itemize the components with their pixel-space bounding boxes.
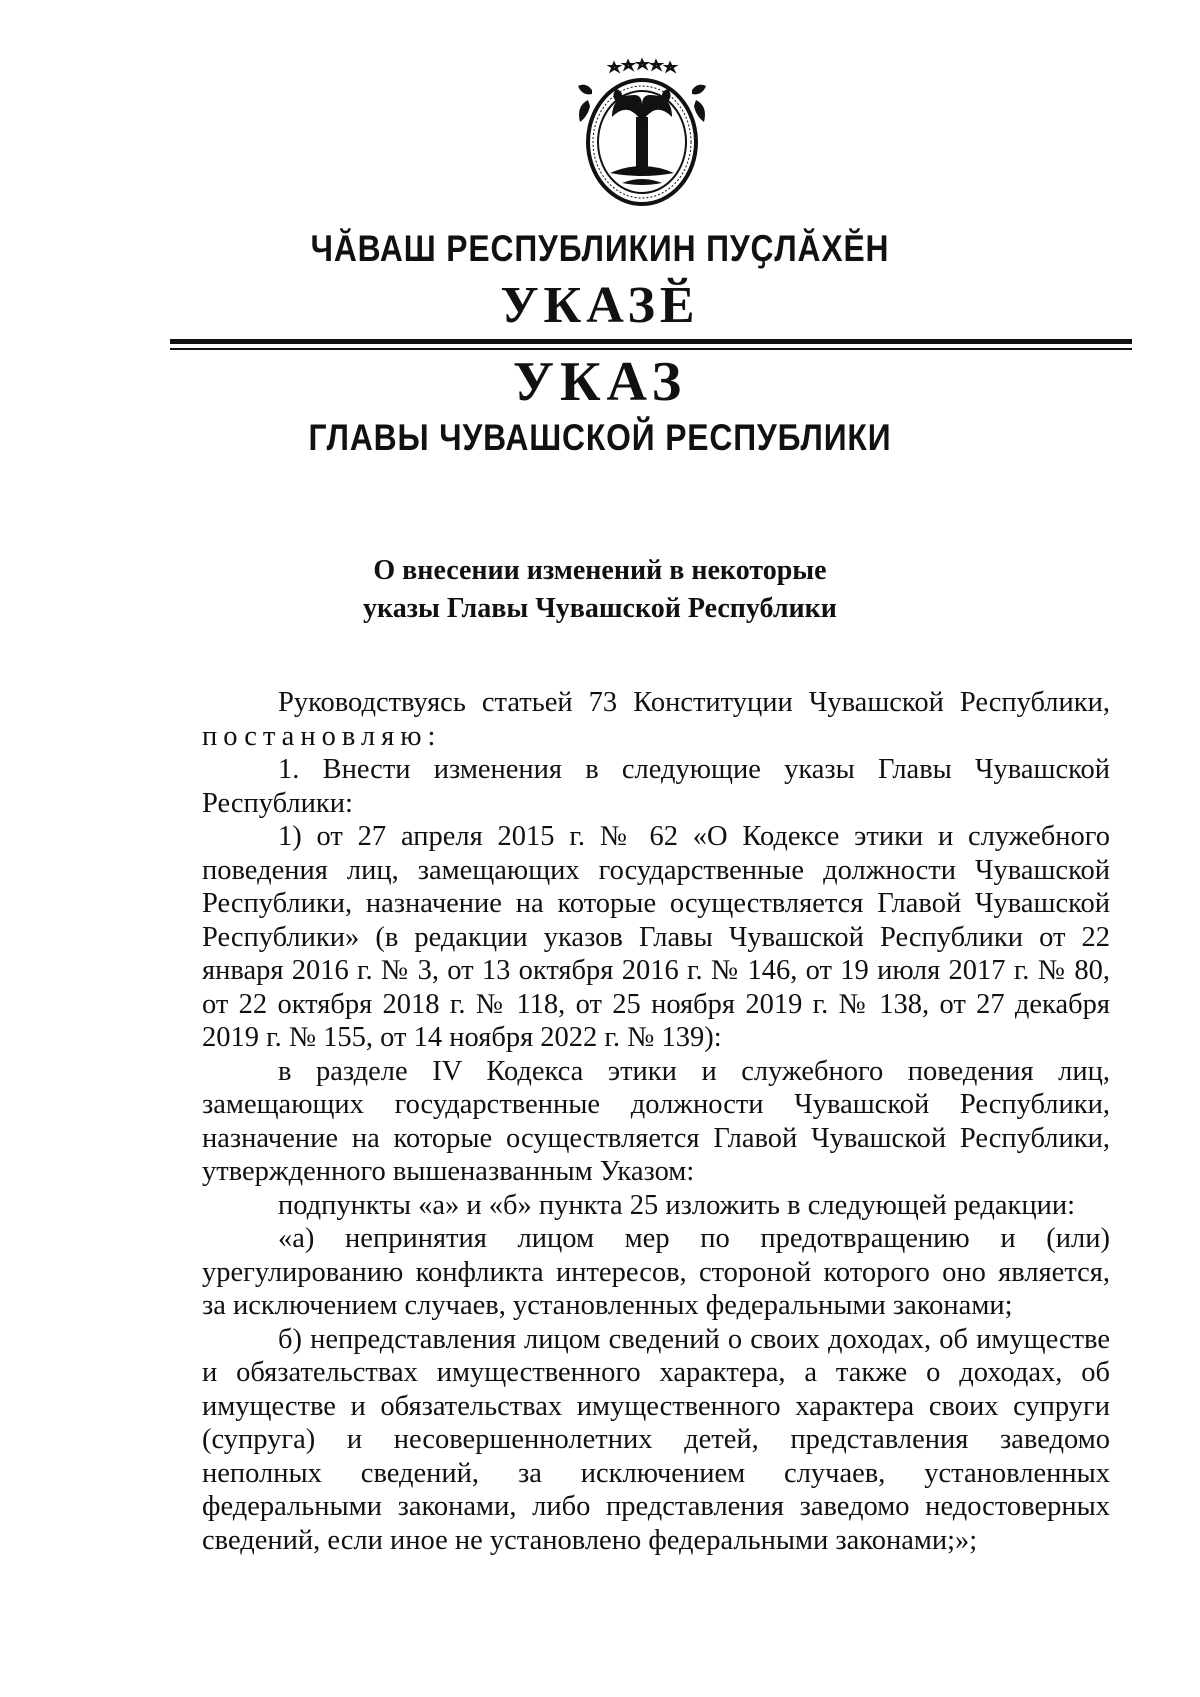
paragraph-1: 1. Внести изменения в следующие указы Главы Чувашской Республики: xyxy=(202,754,1110,819)
paragraph-1-1: 1) от 27 апреля 2015 г. № 62 «О Кодексе этики и служебного поведения лиц, замещающих государственные должности Чувашской Республики, назначение на которые осуществляется Главой Чувашской Республики» (в редакции указов Главы Чувашской Республики от 22 января 2016 г. № 3, от 13 октября 2016 г. № 146, от 19 июля 2017 г. № 80, от 22 октября 2018 г. № 118, от 25 ноября 2019 г. № 138, от 27 декабря 2019 г. № 155, от 14 ноября 2022 г. № 139): xyxy=(202,821,1110,1053)
header-chuvash-line: ЧӐВАШ РЕСПУБЛИКИН ПУҪЛӐХӖН xyxy=(310,228,890,269)
paragraph-subpoints: подпункты «а» и «б» пункта 25 изложить в следующей редакции: xyxy=(278,1189,1076,1221)
paragraph-subpoint-a: «а) непринятия лицом мер по предотвращению и (или) урегулированию конфликта интересов, стороной которого оно является, за исключением случаев, установленных федеральными законами; xyxy=(202,1223,1110,1321)
document-body xyxy=(202,686,1110,1557)
header-divider-thick xyxy=(170,339,1132,344)
document-title-line-2: указы Главы Чувашской Республики xyxy=(363,593,837,624)
document-title-line-1: О внесении изменений в некоторые xyxy=(373,555,827,586)
coat-of-arms-icon xyxy=(562,55,722,210)
paragraph-subpoint-b: б) непредставления лицом сведений о своих доходах, об имуществе и обязательствах имущественного характера, а также о доходах, об имуществе и обязательствах имущественного характера своих супруги (супруга) и несовершеннолетних детей, представления заведомо неполных сведений, за исключением случаев, установленных федеральными законами, либо представления заведомо недостоверных сведений, если иное не установлено федеральными законами;»; xyxy=(202,1323,1110,1556)
header-ukaze: УКАЗӖ xyxy=(500,277,700,334)
paragraph-decree: постановляю: xyxy=(202,720,442,752)
paragraph-section-iv: в разделе IV Кодекса этики и служебного поведения лиц, замещающих государственные должности Чувашской Республики, назначение на которые осуществляется Главой Чувашской Республики, утвержденного вышеназванным Указом: xyxy=(202,1055,1110,1187)
header-ukaz: УКАЗ xyxy=(512,351,688,413)
header-russian-line: ГЛАВЫ ЧУВАШСКОЙ РЕСПУБЛИКИ xyxy=(308,417,892,458)
paragraph-preamble: Руководствуясь статьей 73 Конституции Чувашской Республики, xyxy=(278,687,1110,718)
